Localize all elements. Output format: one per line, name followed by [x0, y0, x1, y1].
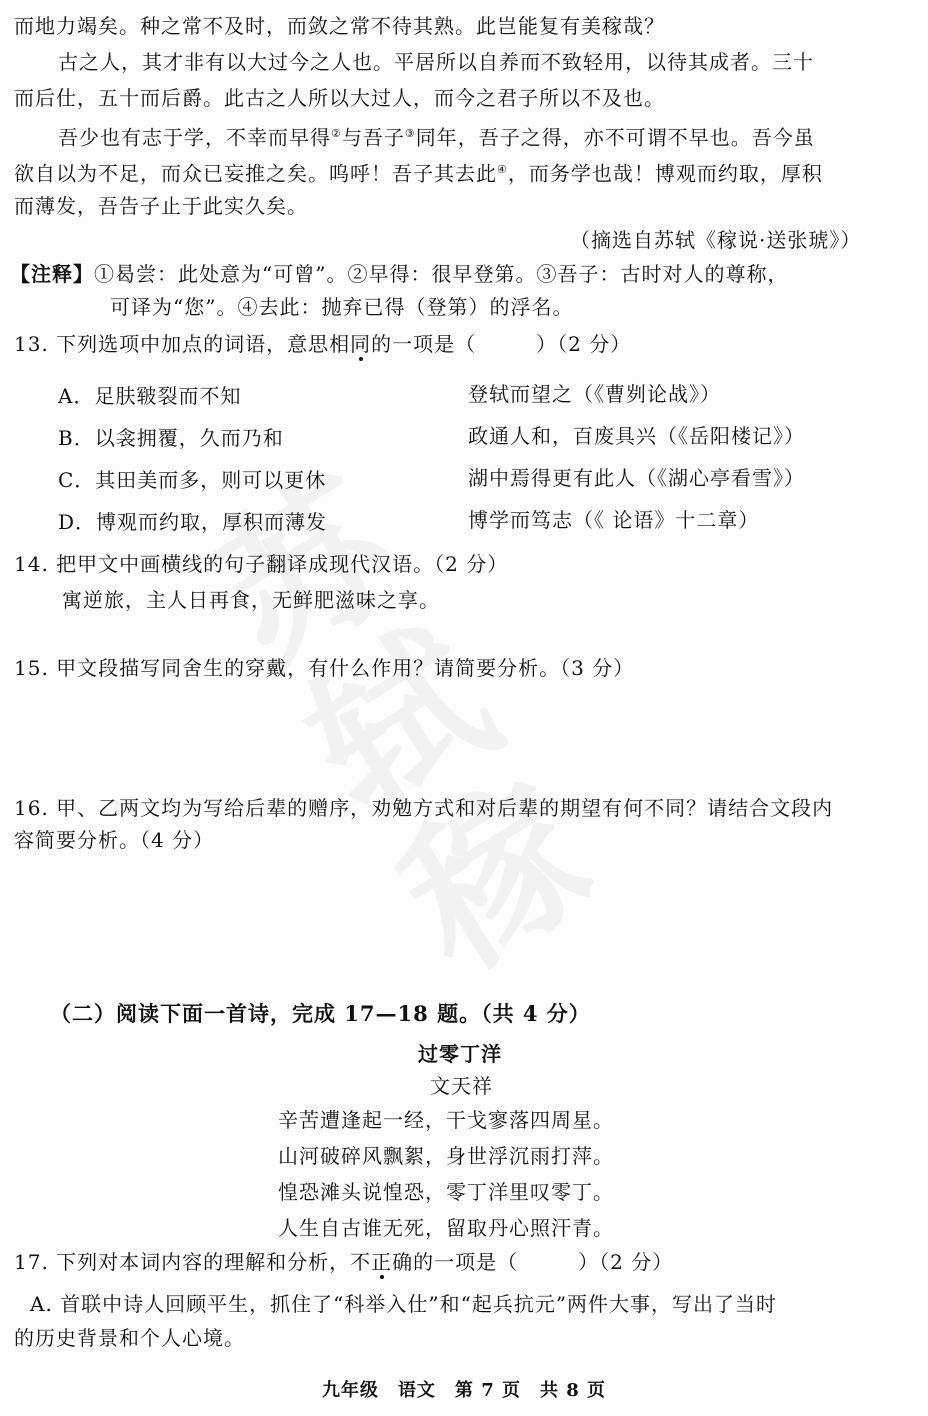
section-2-heading: （二）阅读下面一首诗，完成 17—18 题。（共 4 分）: [50, 1001, 591, 1026]
q13-stem: 13. 下列选项中加点的词语，意思相同的一项是（ ）（2 分）: [14, 332, 632, 356]
q13-option-b-right: 政通人和，百废具兴（《岳阳楼记》）: [468, 424, 805, 448]
poem-line-4: 人生自古谁无死，留取丹心照汗青。: [278, 1216, 614, 1240]
notes-line-2: 可译为“您”。④去此：抛弃已得（登第）的浮名。: [110, 295, 574, 319]
poem-author: 文天祥: [430, 1074, 493, 1098]
q13-option-c-right: 湖中焉得更有此人（《湖心亭看雪》）: [468, 466, 805, 490]
note-mark-3: ③: [404, 127, 416, 140]
poem-title: 过零丁洋: [418, 1042, 502, 1066]
poem-line-1: 辛苦遭逢起一经，干戈寥落四周星。: [278, 1108, 614, 1132]
passage-line-3: 而后仕，五十而后爵。此古之人所以大过人，而今之君子所以不及也。: [14, 86, 665, 110]
q14-stem: 14. 把甲文中画横线的句子翻译成现代汉语。（2 分）: [14, 552, 509, 576]
notes-label: 【注释】: [10, 262, 94, 286]
q17-option-a-line-2: 的历史背景和个人心境。: [14, 1326, 245, 1350]
q17-emphasis: 不正确: [350, 1250, 414, 1274]
passage-line-4: 吾少也有志于学，不幸而早得②与吾子③同年，吾子之得，亦不可谓不早也。吾今虽: [58, 125, 815, 150]
q13-option-a-right: 登轼而望之（《曹刿论战》）: [468, 382, 721, 406]
notes-line-1: 【注释】①曷尝：此处意为“可曾”。②早得：很早登第。③吾子：古时对人的尊称，: [10, 262, 789, 286]
poem-line-3: 惶恐滩头说惶恐，零丁洋里叹零丁。: [278, 1180, 614, 1204]
passage-line-6: 而薄发，吾告子止于此实久矣。: [14, 194, 308, 218]
note-mark-4: ④: [497, 163, 508, 176]
passage-line-5: 欲自以为不足，而众已妄推之矣。呜呼！吾子其去此④，而务学也哉！博观而约取，厚积: [14, 161, 823, 186]
q13-option-d-right: 博学而笃志（《 论语》十二章）: [468, 508, 760, 532]
passage-line-1: 而地力竭矣。种之常不及时，而敛之常不待其熟。此岂能复有美稼哉？: [14, 14, 665, 38]
q13-option-c-left: C．其田美而多，则可以更休: [58, 468, 327, 492]
passage-line-2: 古之人，其才非有以大过今之人也。平居所以自养而不致轻用，以待其成者。三十: [58, 50, 814, 74]
note-mark-2: ②: [331, 127, 342, 140]
page-footer: 九年级 语文 第 7 页 共 8 页: [321, 1380, 607, 1401]
q16-line-1: 16. 甲、乙两文均为写给后辈的赠序，劝勉方式和对后辈的期望有何不同？请结合文段内: [14, 796, 834, 820]
q15-stem: 15. 甲文段描写同舍生的穿戴，有什么作用？请简要分析。（3 分）: [14, 656, 635, 680]
q17-stem: 17. 下列对本词内容的理解和分析，不正确的一项是（ ）（2 分）: [14, 1250, 674, 1274]
q13-option-a-left: A．足肤皲裂而不知: [58, 384, 242, 408]
passage-source: （摘选自苏轼《稼说·送张琥》）: [570, 228, 862, 252]
q14-sentence: 寓逆旅，主人日再食，无鲜肥滋味之享。: [62, 588, 440, 612]
poem-line-2: 山河破碎风飘絮，身世浮沉雨打萍。: [278, 1144, 614, 1168]
q13-option-b-left: B．以衾拥覆，久而乃和: [58, 426, 284, 450]
q17-option-a-line-1: A. 首联中诗人回顾平生，抓住了“科举入仕”和“起兵抗元”两件大事，写出了当时: [30, 1292, 778, 1316]
q16-line-2: 容简要分析。（4 分）: [14, 828, 215, 852]
q13-option-d-left: D．博观而约取，厚积而薄发: [58, 510, 328, 534]
